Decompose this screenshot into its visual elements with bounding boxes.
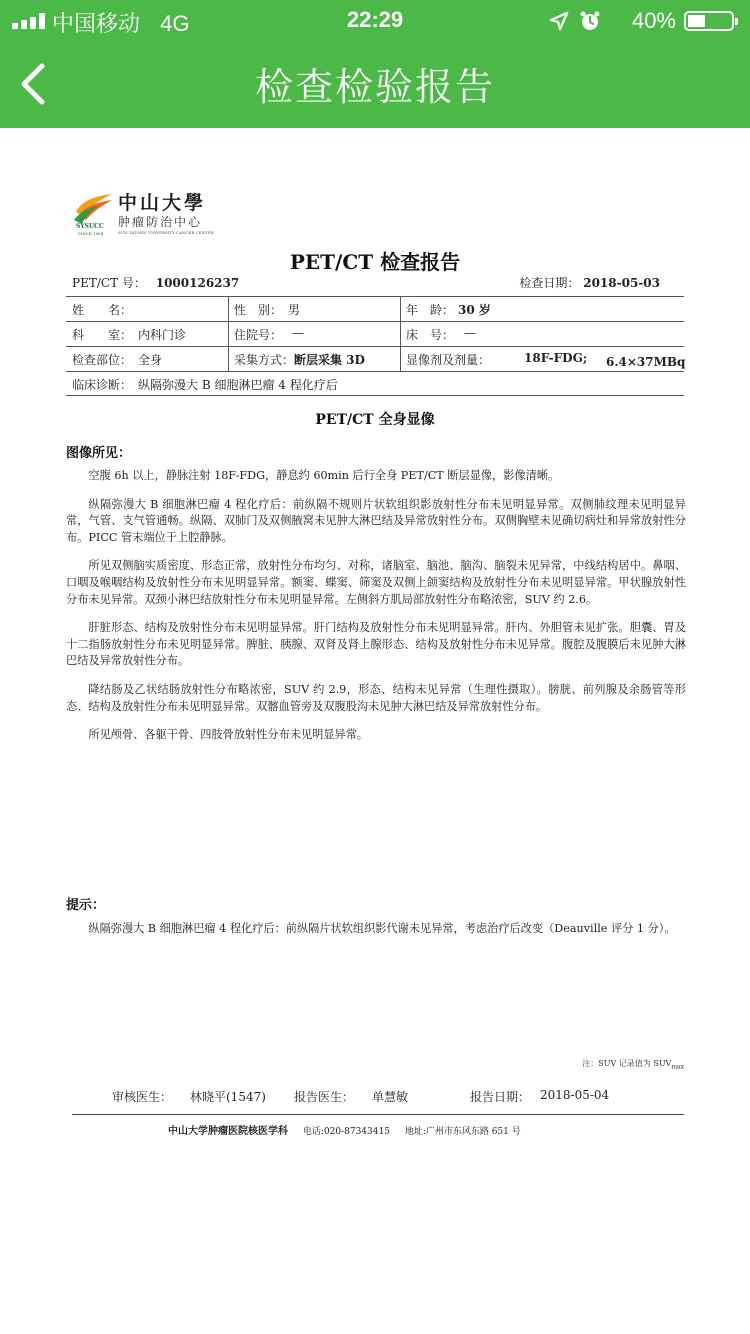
reviewer-value: 林晓平(1547) [190, 1090, 266, 1104]
findings-paragraph: 降结肠及乙状结肠放射性分布略浓密，SUV 约 2.9，形态、结构未见异常（生理性摄取）。膀胱、前列腺及余肠管等形态、结构及放射性分布未见明显异常。双髂血管旁及双腹股沟未见肿大淋巴结及异常放射性分布。 [66, 682, 686, 713]
dept-label: 科 室： [72, 328, 133, 342]
section-title: PET/CT 全身显像 [315, 412, 435, 428]
report-document [0, 128, 750, 1334]
site-value: 全身 [138, 353, 163, 367]
table-row [66, 371, 684, 396]
status-indicators [534, 6, 734, 34]
suv-note-text: 注：SUV 记录值为 SUV [582, 1059, 672, 1068]
status-bar [0, 0, 750, 40]
table-row [66, 346, 684, 371]
diagnosis-value: 纵隔弥漫大 B 细胞淋巴瘤 4 程化疗后 [138, 378, 338, 392]
exam-date-label: 检查日期： [519, 276, 580, 290]
reporter-value: 单慧敏 [372, 1090, 409, 1104]
bed-label: 床 号： [406, 328, 455, 342]
reporter-label: 报告医生： [294, 1090, 355, 1104]
footer-organization: 中山大学肿瘤医院核医学科 [168, 1126, 288, 1137]
report-footer [168, 1122, 521, 1137]
logo-english-name: SUN YAT-SEN UNIVERSITY CANCER CENTER [118, 230, 214, 235]
exam-date [519, 274, 660, 291]
age-label: 年 龄： [406, 303, 455, 317]
tracer-label: 显像剂及剂量： [406, 353, 491, 367]
status-time: 22:29 [346, 7, 404, 32]
footer-address: 地址:广州市东风东路 651 号 [404, 1127, 521, 1137]
exam-date-value: 2018-05-03 [583, 276, 660, 290]
sex-label: 性 别： [234, 303, 283, 317]
name-label: 姓 名： [72, 303, 133, 317]
suv-note-subscript: max [671, 1063, 684, 1071]
table-row [66, 321, 684, 346]
findings-body [66, 468, 686, 756]
battery-percent: 40% [631, 8, 676, 33]
tracer-value: 18F-FDG; [524, 351, 588, 365]
findings-heading: 图像所见： [66, 446, 132, 461]
pet-ct-number-value: 1000126237 [155, 276, 240, 290]
inpatient-label: 住院号： [234, 328, 283, 342]
footer-divider [72, 1114, 684, 1115]
report-date-value: 2018-05-04 [540, 1088, 610, 1102]
method-value: 断层采集 3D [294, 353, 365, 367]
findings-paragraph: 肝脏形态、结构及放射性分布未见明显异常。肝门结构及放射性分布未见明显异常。肝内、外胆管未见扩张。胆囊、胃及十二指肠放射性分布未见明显异常。脾脏、胰腺、双肾及肾上腺形态、结构及放射性分布未见异常。腹腔及腹膜后未见肿大淋巴结及异常放射性分布。 [66, 621, 686, 668]
inpatient-value: — [292, 326, 304, 340]
bed-value: — [464, 326, 476, 340]
table-row [66, 296, 684, 321]
pet-ct-number-label: PET/CT 号： [72, 276, 146, 290]
diagnosis-label: 临床诊断： [72, 378, 133, 392]
hospital-emblem-icon [72, 190, 116, 226]
signature-row [112, 1088, 672, 1108]
findings-paragraph: 空腹 6h 以上，静脉注射 18F-FDG，静息约 60min 后行全身 PET/CT 断层显像，影像清晰。 [88, 469, 560, 482]
network-type: 4G [160, 11, 190, 36]
carrier-name: 中国移动 [52, 11, 141, 36]
site-label: 检查部位： [72, 353, 133, 367]
findings-paragraph: 所见双侧脑实质密度、形态正常，放射性分布均匀、对称，诸脑室、脑池、脑沟、脑裂未见异常，中线结构居中。鼻咽、口咽及喉咽结构及放射性分布未见明显异常。额窦、蝶窦、筛窦及双侧上颌窦结构及放射性分布未见明显异常。甲状腺放射性分布未见异常。双颈小淋巴结放射性分布未见明显异常。左侧斜方肌局部放射性分布略浓密，SUV 约 2.6。 [66, 559, 686, 606]
logo-abbreviation: SYSUCC [76, 223, 104, 230]
patient-info-table [66, 296, 684, 396]
nav-bar [0, 40, 750, 128]
age-value: 30 岁 [458, 303, 491, 317]
conclusion-heading: 提示： [66, 898, 106, 913]
suv-note [582, 1058, 684, 1071]
alarm-clock-icon [578, 9, 602, 33]
dose-value: 6.4×37MBq [606, 355, 686, 369]
footer-phone: 电话:020-87343415 [302, 1127, 390, 1137]
logo-since: SINCE 1964 [78, 231, 104, 236]
battery-icon [684, 11, 734, 31]
conclusion-text: 纵隔弥漫大 B 细胞淋巴瘤 4 程化疗后：前纵隔片状软组织影代谢未见异常，考虑治疗后改变（Deauville 评分 1 分）。 [88, 922, 676, 935]
findings-paragraph: 纵隔弥漫大 B 细胞淋巴瘤 4 程化疗后：前纵隔不规则片状软组织影放射性分布未见明显异常。双侧肺纹理未见明显异常，气管、支气管通畅。纵隔、双肺门及双侧腋窝未见肿大淋巴结及异常放射性分布。双侧胸壁未见确切病灶和异常放射性分布。PICC 管末端位于上腔静脉。 [66, 497, 686, 544]
report-title: PET/CT 检查报告 [289, 250, 461, 274]
pet-ct-number [72, 274, 239, 291]
report-date-label: 报告日期： [470, 1090, 531, 1104]
method-label: 采集方式： [234, 353, 295, 367]
location-arrow-icon [548, 10, 570, 32]
sex-value: 男 [288, 303, 301, 317]
logo-university-name: 中山大學 [118, 192, 207, 214]
hospital-logo [72, 188, 212, 244]
reviewer-label: 审核医生： [112, 1090, 173, 1104]
findings-paragraph: 所见颅骨、各躯干骨、四肢骨放射性分布未见明显异常。 [88, 728, 369, 742]
dept-value: 内科门诊 [138, 328, 187, 342]
page-title: 检查检验报告 [254, 65, 495, 109]
logo-center-name: 肿瘤防治中心 [118, 215, 203, 229]
